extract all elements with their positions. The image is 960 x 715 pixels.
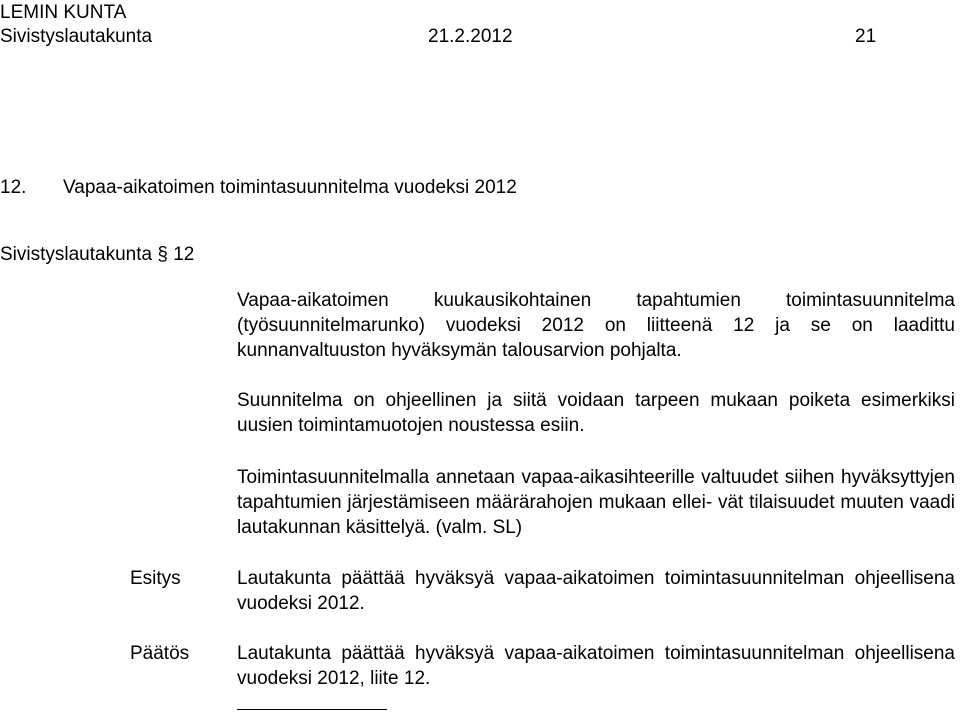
esitys-label: Esitys <box>130 568 181 589</box>
body-paragraph-1: Vapaa-aikatoimen kuukausikohtainen tapahtumien toimintasuunnitelma (työsuunnitelmarunko) vuodeksi 2012 on liitteenä 12 ja se on laadittu kunnanvaltuuston hyväksymän talousarvion pohjalta. <box>237 290 955 361</box>
body-paragraph-3: Toimintasuunnitelmalla annetaan vapaa-aikasihteerille valtuudet siihen hyväksyttyjen tapahtumien järjestämiseen määrärahojen mukaan ellei- vät tilaisuudet muuten vaadi lautakunnan käsittelyä. (valm. SL) <box>237 467 955 538</box>
municipality-name: LEMIN KUNTA <box>0 2 127 23</box>
item-title: Vapaa-aikatoimen toimintasuunnitelma vuodeksi 2012 <box>63 177 517 198</box>
signature-rule <box>237 709 387 710</box>
esitys-text: Lautakunta päättää hyväksyä vapaa-aikatoimen toimintasuunnitelman ohjeellisena vuodeksi 2012. <box>237 568 955 614</box>
committee-name: Sivistyslautakunta <box>0 26 153 47</box>
item-number: 12. <box>0 177 27 198</box>
page-number: 21 <box>855 26 877 47</box>
meeting-date: 21.2.2012 <box>428 26 513 47</box>
section-reference: Sivistyslautakunta § 12 <box>0 244 195 265</box>
paatos-text: Lautakunta päättää hyväksyä vapaa-aikatoimen toimintasuunnitelman ohjeellisena vuodeksi 2012, liite 12. <box>237 643 955 689</box>
paatos-label: Päätös <box>130 643 190 664</box>
body-paragraph-2: Suunnitelma on ohjeellinen ja siitä voidaan tarpeen mukaan poiketa esimerkiksi uusien toimintamuotojen noustessa esiin. <box>237 390 955 436</box>
